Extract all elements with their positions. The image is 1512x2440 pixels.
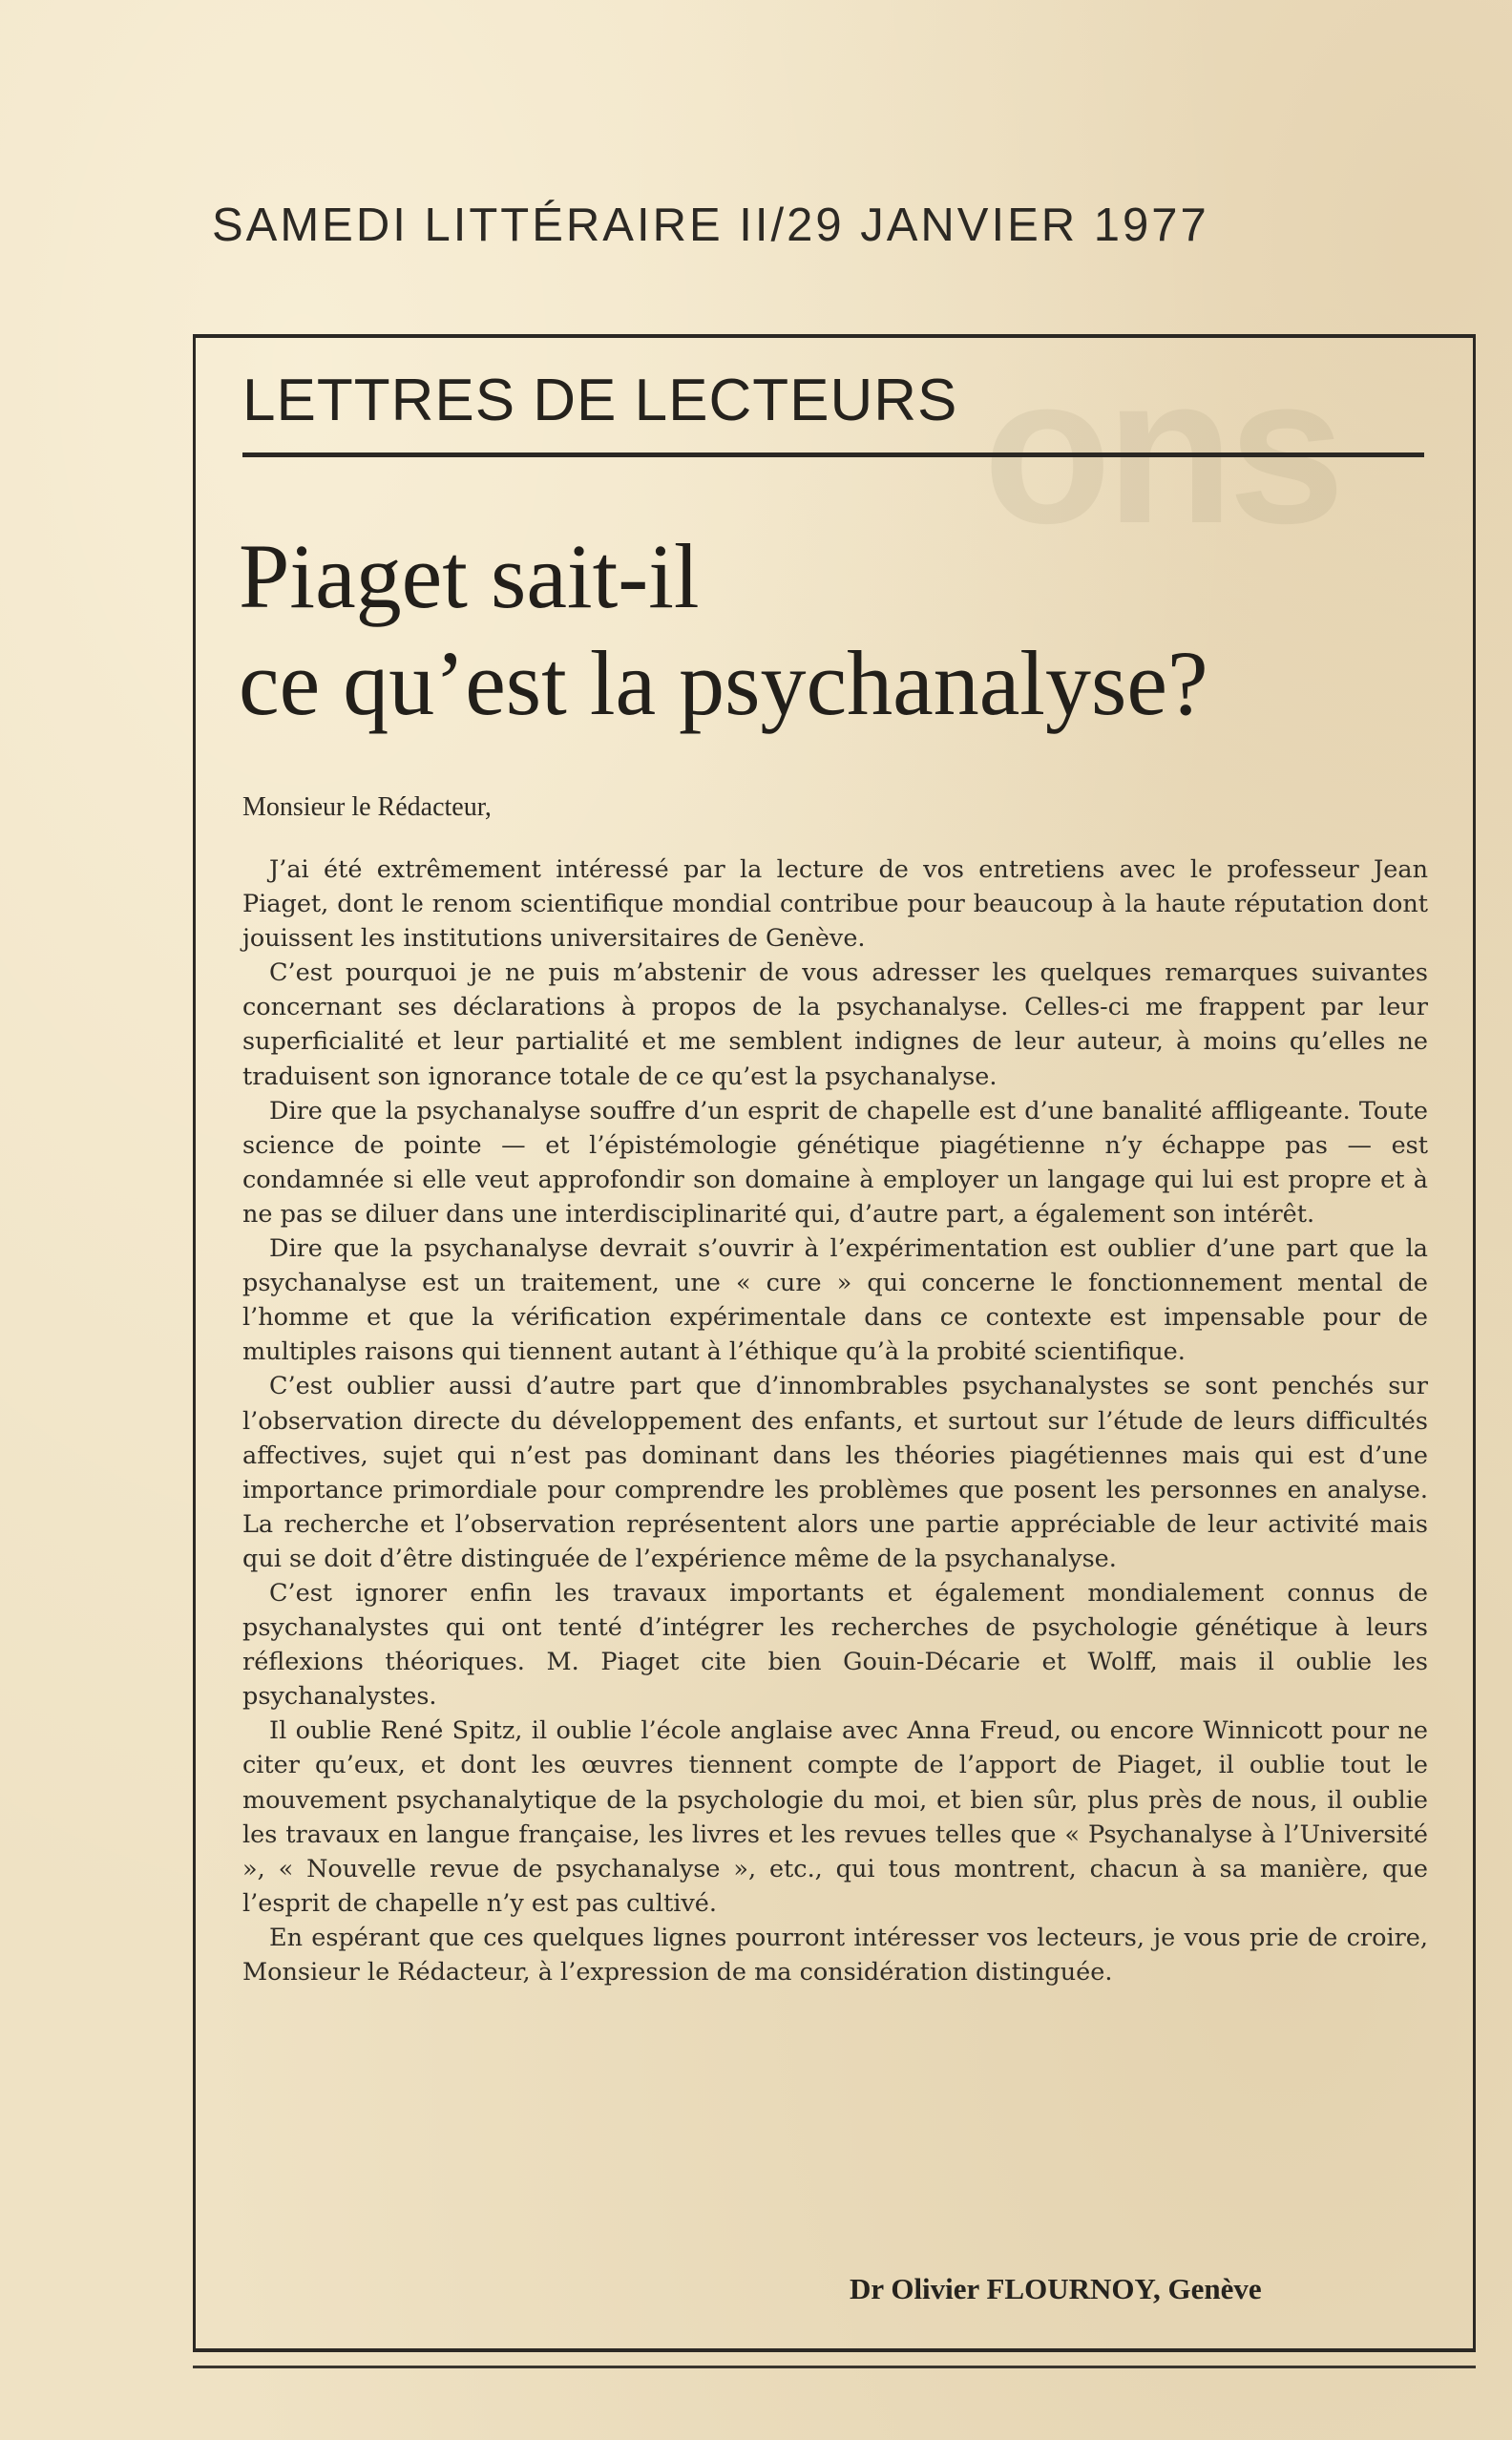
letter-salutation: Monsieur le Rédacteur, (242, 792, 492, 822)
section-divider (242, 452, 1424, 457)
letter-signature: Dr Olivier FLOURNOY, Genève (850, 2272, 1262, 2305)
letter-body (242, 852, 1428, 1989)
letter-paragraph: Dire que la psychanalyse souffre d’un esprit de chapelle est d’une banalité affligeante. Toute science de pointe — et l’épistémologie génétique piagétienne n’y échappe pas — est condamnée si elle veut approfondir son domaine à employer un langage qui lui est propre et à ne pas se diluer dans une interdisciplinarité qui, d’autre part, a également son intérêt. (242, 1096, 1428, 1229)
letter-paragraph: Il oublie René Spitz, il oublie l’école anglaise avec Anna Freud, ou encore Winnicott pour ne citer qu’eux, et dont les œuvres tiennent compte de l’apport de Piaget, il oublie tout le mouvement psychanalytique de la psychologie du moi, et bien sûr, plus près de nous, il oublie les travaux en langue française, les livres et les revues telles que « Psychanalyse à l’Université », « Nouvelle revue de psychanalyse », etc., qui tous montrent, chacun à sa manière, que l’esprit de chapelle n’y est pas cultivé. (242, 1716, 1428, 1918)
letter-paragraph: En espérant que ces quelques lignes pourront intéresser vos lecteurs, je vous prie de croire, Monsieur le Rédacteur, à l’expression de ma considération distinguée. (242, 1923, 1428, 1987)
bottom-rule (193, 2366, 1476, 2368)
page-dateline: SAMEDI LITTÉRAIRE II/29 JANVIER 1977 (212, 200, 1209, 251)
letter-paragraph: C’est ignorer enfin les travaux importants et également mondialement connus de psychanalystes qui ont tenté d’intégrer les recherches de psychologie génétique à leurs réflexions théoriques. M. Piaget cite bien Gouin-Décarie et Wolff, mais il oublie les psychanalystes. (242, 1578, 1428, 1712)
letter-paragraph: Dire que la psychanalyse devrait s’ouvrir à l’expérimentation est oublier d’une part que la psychanalyse est un traitement, une « cure » qui concerne le fonctionnement mental de l’homme et que la vérification expérimentale dans ce contexte est impensable pour de multiples raisons qui tiennent autant à l’éthique qu’à la probité scientifique. (242, 1234, 1428, 1367)
letter-paragraph: C’est oublier aussi d’autre part que d’innombrables psychanalystes se sont penchés sur l’observation directe du développement des enfants, et surtout sur l’étude de leurs difficultés affectives, sujet qui n’est pas dominant dans les théories piagétiennes mais qui est d’une importance primordiale pour comprendre les problèmes que posent les personnes en analyse. La recherche et l’observation représentent alors une partie appréciable de leur activité mais qui se doit d’être distinguée de l’expérience même de la psychanalyse. (242, 1372, 1428, 1573)
headline-line-2: ce qu’est la psychanalyse? (239, 632, 1208, 734)
headline-line-1: Piaget sait-il (239, 525, 700, 627)
section-title: LETTRES DE LECTEURS (242, 368, 958, 433)
letter-paragraph: J’ai été extrêmement intéressé par la lecture de vos entretiens avec le professeur Jean Piaget, dont le renom scientifique mondial contribue pour beaucoup à la haute réputation dont jouissent les institutions universitaires de Genève. (242, 855, 1428, 954)
letter-paragraph: C’est pourquoi je ne puis m’abstenir de vous adresser les quelques remarques suivantes concernant ses déclarations à propos de la psychanalyse. Celles-ci me frappent par leur superficialité et leur partialité et me semblent indignes de leur auteur, à moins qu’elles ne traduisent son ignorance totale de ce qu’est la psychanalyse. (242, 958, 1428, 1091)
article-headline (239, 523, 1441, 737)
